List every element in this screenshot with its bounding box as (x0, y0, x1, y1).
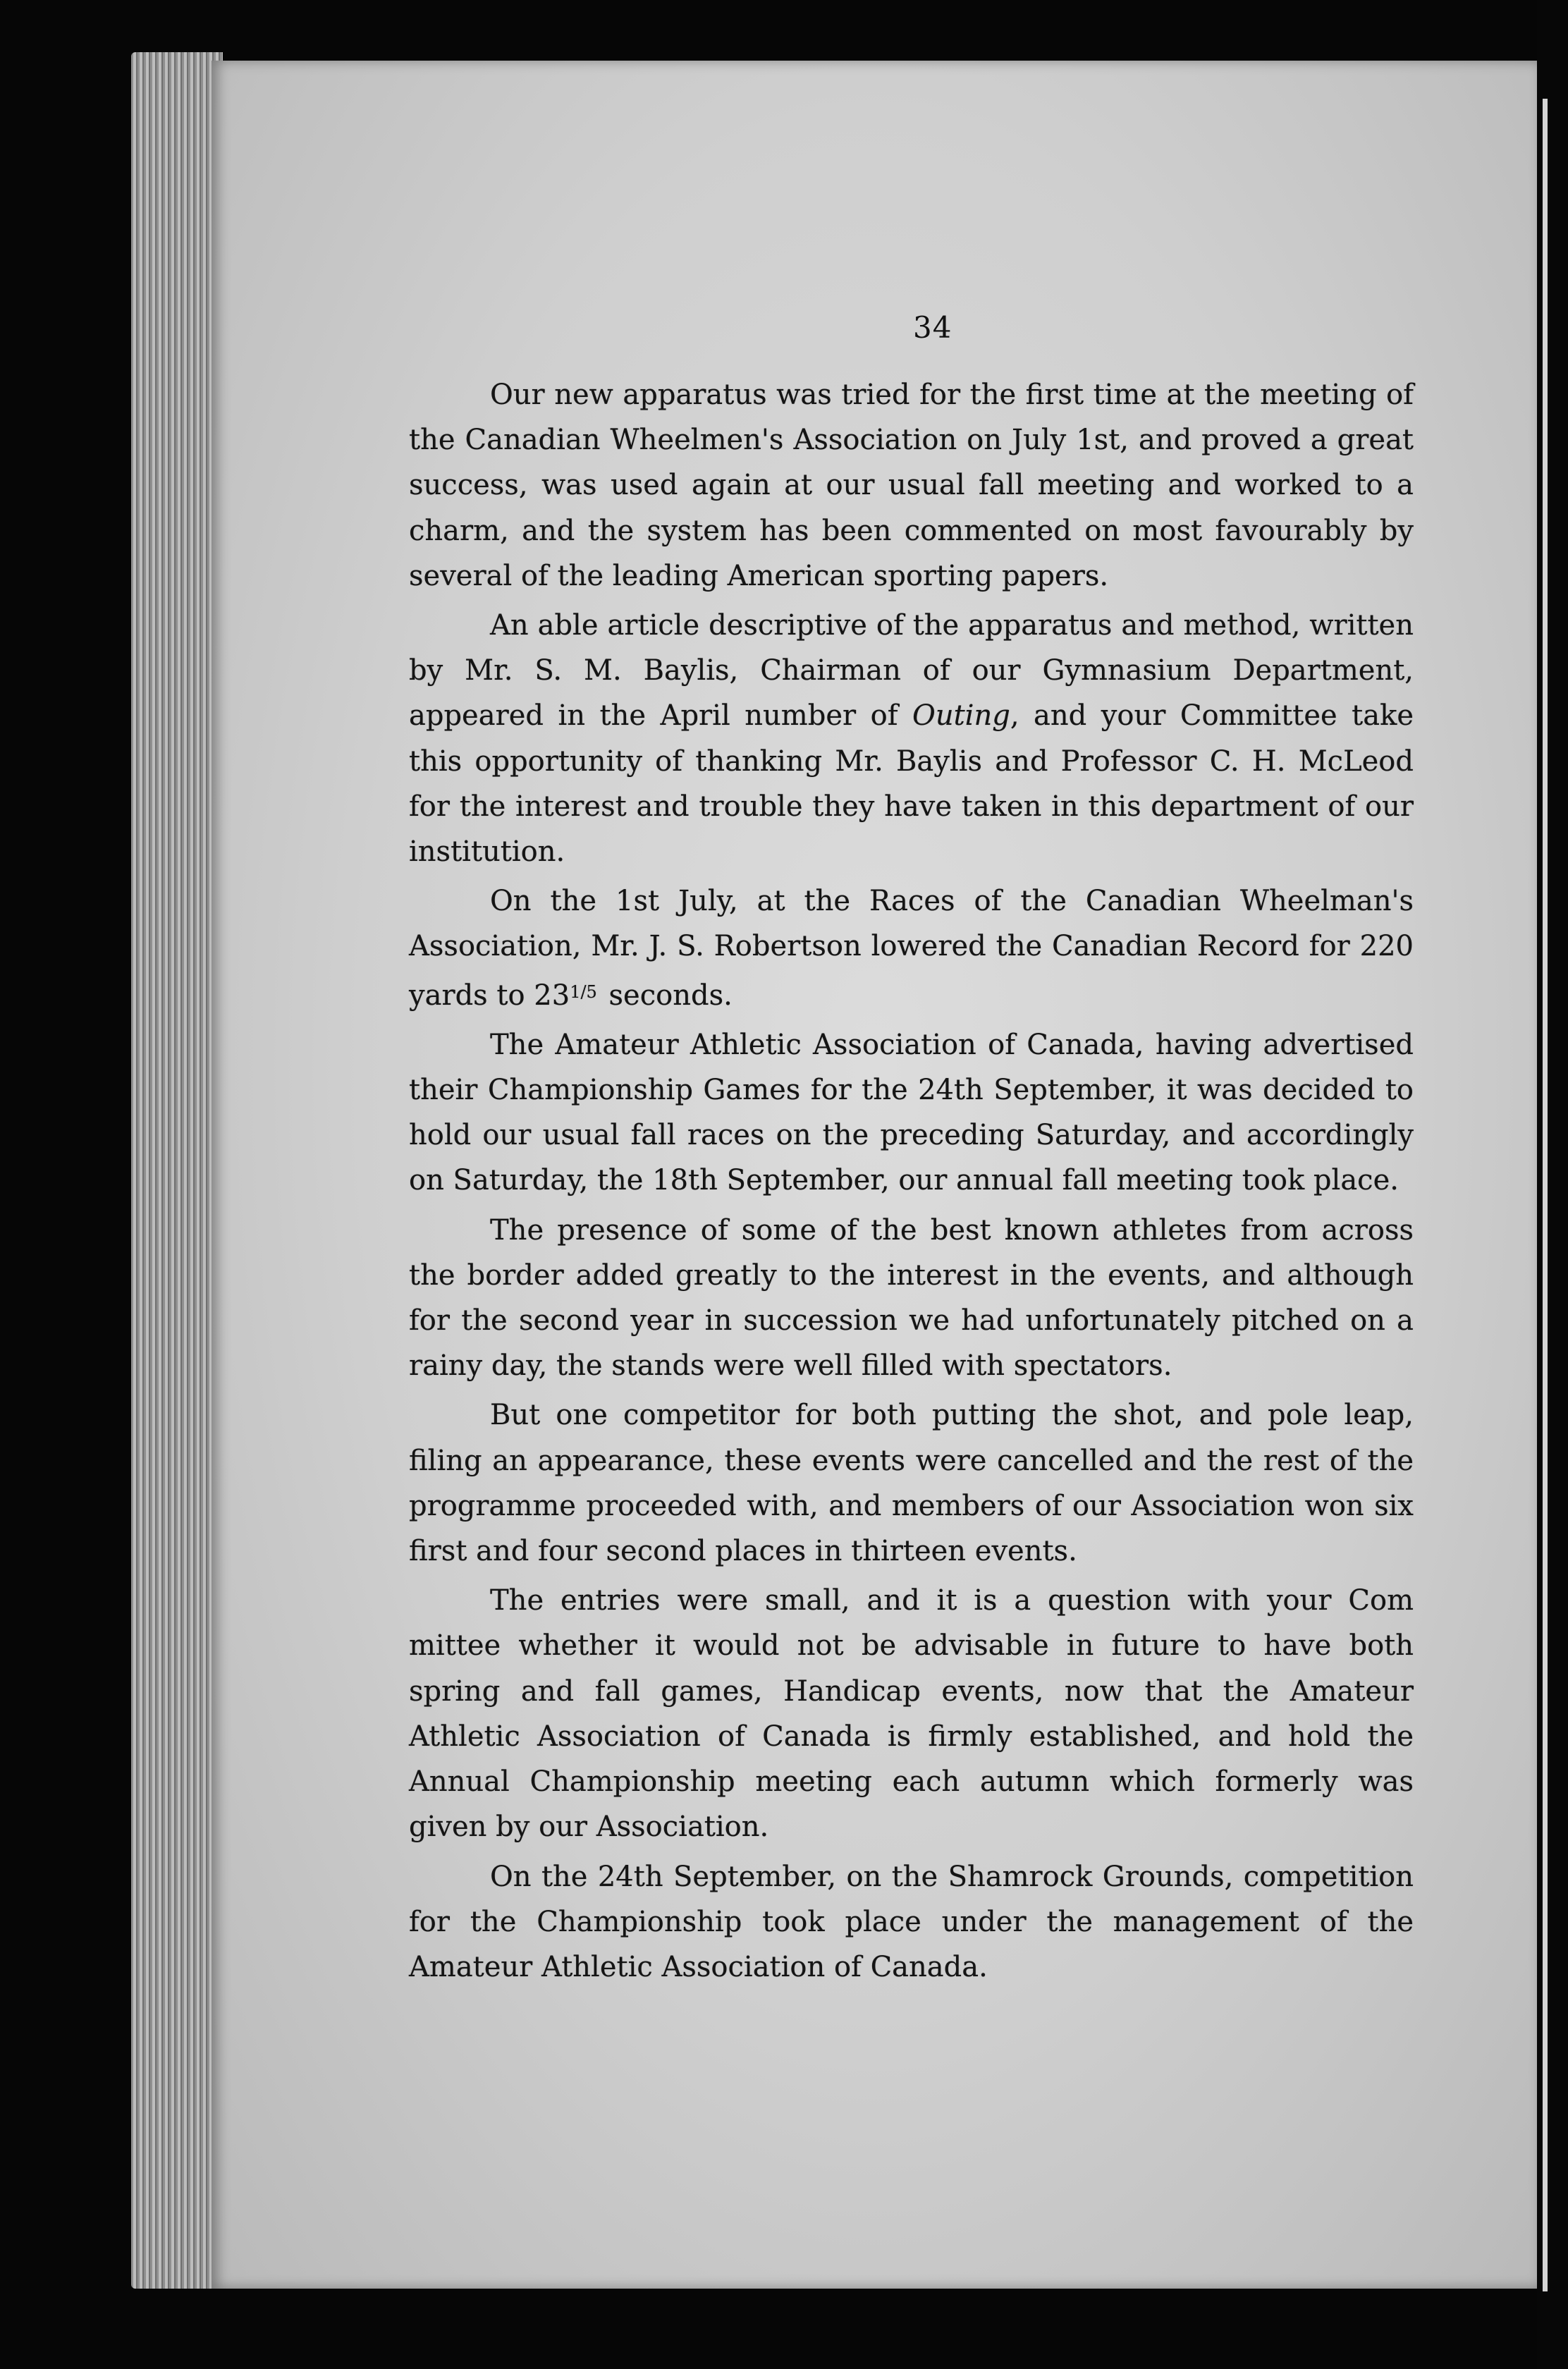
book-page-edges (131, 52, 223, 2289)
paragraph-apparatus: Our new apparatus was tried for the first time at the meeting of the Canadian Wheelmen's Association on July 1st, and proved a great success, was used again at our usual fall meeting and worked to a charm, and the system has been commented on most favourably by several of the leading American sporting papers. (409, 379, 1414, 592)
scan-margin-rule (1543, 99, 1548, 2291)
paragraph-athletes: The presence of some of the best known athletes from across the border added greatly to the interest in the events, and although for the second year in succession we had unfortunately pitched on a rainy day, the stands were well filled with spectators. (409, 1213, 1414, 1383)
paragraph-entries: The entries were small, and it is a question with your Com mittee whether it would not be advisable in future to have both spring and fall games, Handicap events, now that the Amateur Athletic Association of Canada is firmly established, and hold the Annual Championship meeting each autumn which formerly was given by our Association. (409, 1584, 1414, 1844)
paragraph-record-text-before: On the 1st July, at the Races of the Canadian Wheelman's Association, Mr. J. S. Robertson lowered the Canadian Record for 220 yards to 23 (409, 885, 1414, 1012)
paragraph-competitors: But one competitor for both putting the shot, and pole leap, filing an appearance, these events were cancelled and the rest of the programme proceeded with, and members of our Association won six first and four second places in thirteen events. (409, 1399, 1414, 1568)
paragraph-record (409, 879, 1414, 1018)
paragraph-article-text-after: , and your Committee take this opportunity of thanking Mr. Baylis and Professor C. H. McLeod for the interest and trouble they have taken in this department of our institution. (409, 699, 1414, 869)
paragraph-fall-meeting: The Amateur Athletic Association of Canada, having advertised their Championship Games for the 24th September, it was decided to hold our usual fall races on the preceding Saturday, and accordingly on Saturday, the 18th September, our annual fall meeting took place. (409, 1028, 1414, 1197)
page-number: 34 (913, 310, 953, 345)
body-text (409, 372, 1414, 1994)
record-fraction: 1/5 (570, 981, 597, 1002)
paragraph-article (409, 603, 1414, 874)
scan-border-right (1537, 0, 1568, 2369)
paragraph-record-text-after: seconds. (599, 979, 733, 1012)
magazine-title: Outing (912, 699, 1010, 733)
paragraph-article-text-before: An able article descriptive of the apparatus and method, written by Mr. S. M. Baylis, Chairman of our Gymnasium Department, appeared in the April number of (409, 609, 1414, 733)
paragraph-championship: On the 24th September, on the Shamrock Grounds, competition for the Championship took place under the management of the Amateur Athletic Association of Canada. (409, 1860, 1414, 1983)
